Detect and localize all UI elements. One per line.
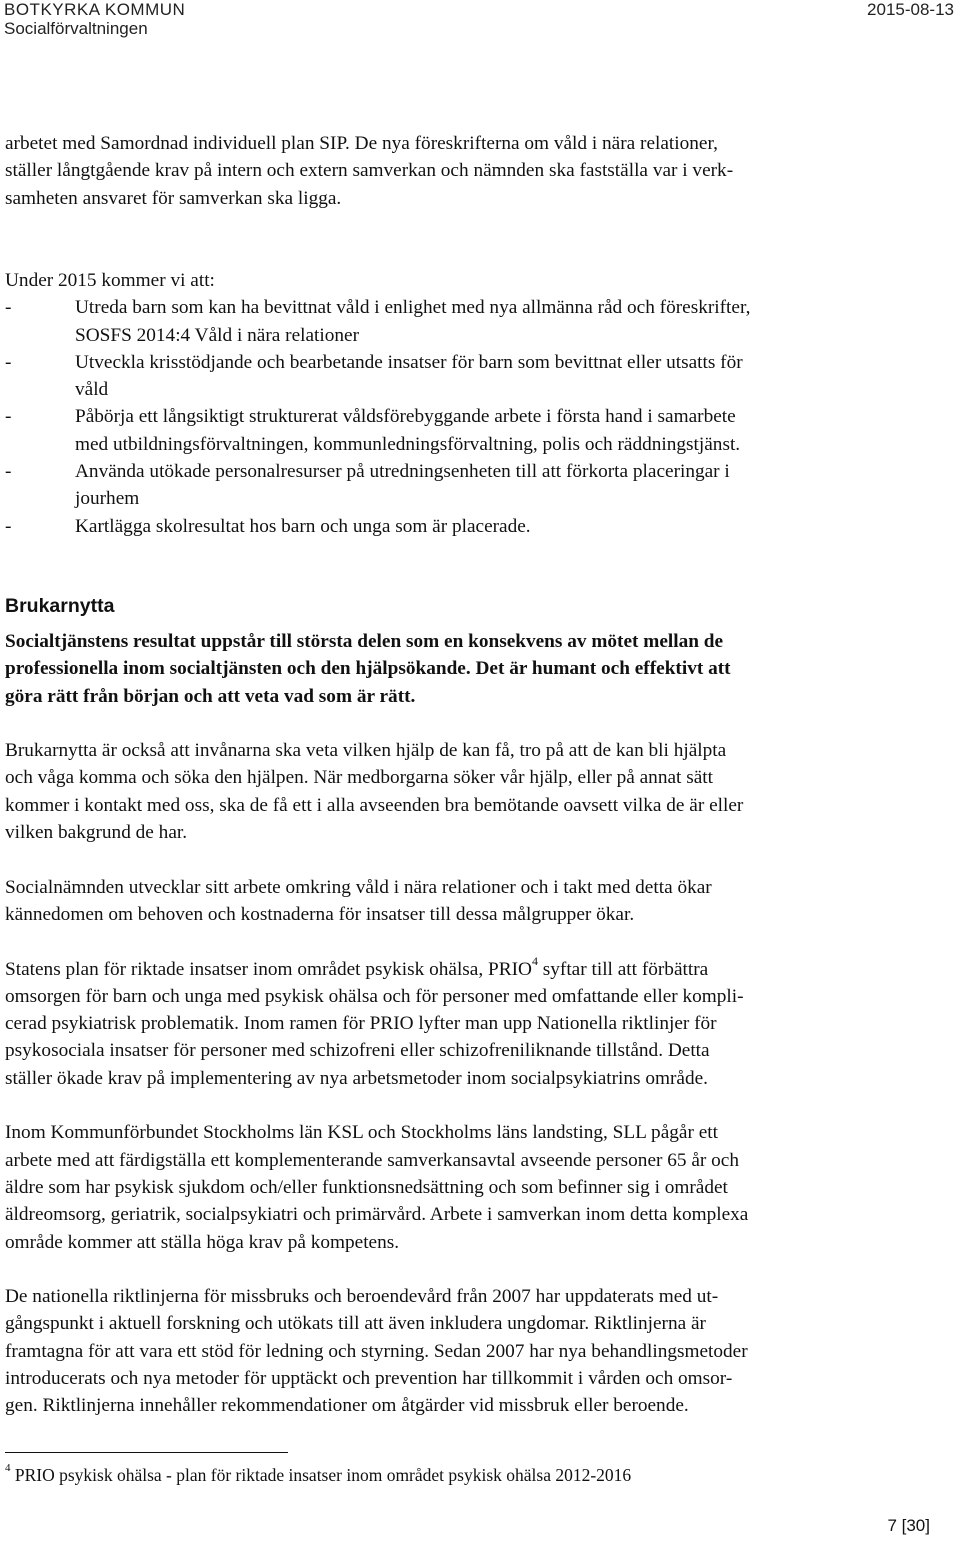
list-item-line: Utreda barn som kan ha bevittnat våld i enlighet med nya allmänna råd och föreskrifter, bbox=[75, 297, 751, 319]
plan-lead: Under 2015 kommer vi att: bbox=[5, 270, 215, 291]
list-item-line: Utveckla krisstödjande och bearbetande insatser för barn som bevittnat eller utsatts för bbox=[75, 351, 743, 373]
paragraph-prio bbox=[5, 956, 935, 1092]
text-line: gångspunkt i aktuell forskning och utökats till att även inkludera ungdomar. Riktlinjerna är bbox=[5, 1313, 706, 1335]
list-item bbox=[5, 349, 935, 404]
text-line: omsorgen för barn och unga med psykisk ohälsa och för personer med omfattande eller kompli- bbox=[5, 985, 744, 1007]
text-line: område kommer att ställa höga krav på kompetens. bbox=[5, 1231, 400, 1253]
text-line: Inom Kommunförbundet Stockholms län KSL och Stockholms läns landsting, SLL pågår ett bbox=[5, 1122, 718, 1144]
text-line: introducerats och nya metoder för upptäckt och prevention har tillkommit i vården och omsor- bbox=[5, 1368, 733, 1390]
footnote-reference: 4 bbox=[531, 954, 538, 969]
footnote-divider bbox=[5, 1452, 288, 1453]
text-line: vilken bakgrund de har. bbox=[5, 822, 188, 844]
bold-paragraph bbox=[5, 628, 935, 710]
text-line: professionella inom socialtjänsten och den hjälpsökande. Det är humant och effektivt att bbox=[5, 658, 731, 680]
text-line: De nationella riktlinjerna för missbruks och beroendevård från 2007 har uppdaterats med ut- bbox=[5, 1286, 719, 1308]
paragraph-riktlinjer bbox=[5, 1283, 935, 1419]
text-line: kännedomen om behoven och kostnaderna för insatser till dessa målgrupper ökar. bbox=[5, 903, 635, 925]
text-line: och våga komma och söka den hjälpen. När medborgarna söker vår hjälp, eller på annat sätt bbox=[5, 767, 713, 789]
header-date: 2015-08-13 bbox=[867, 0, 954, 19]
text-line: äldre som har psykisk sjukdom och/eller funktionsnedsättning och som befinner sig i området bbox=[5, 1176, 728, 1198]
dash-bullet: - bbox=[5, 461, 12, 483]
text-line: framtagna för att vara ett stöd för ledning och styrning. Sedan 2007 har nya behandlingsmetoder bbox=[5, 1340, 748, 1362]
text-line: gen. Riktlinjerna innehåller rekommendationer om åtgärder vid missbruk eller beroende. bbox=[5, 1395, 689, 1417]
list-item-line: våld bbox=[75, 379, 109, 401]
text-line: arbetet med Samordnad individuell plan SIP. De nya föreskrifterna om våld i nära relationer, bbox=[5, 133, 718, 154]
dash-bullet: - bbox=[5, 515, 12, 537]
intro-paragraph bbox=[5, 130, 935, 212]
list-item-line: Kartlägga skolresultat hos barn och unga som är placerade. bbox=[75, 515, 531, 537]
footnote bbox=[5, 1463, 631, 1487]
text-line: Socialtjänstens resultat uppstår till största delen som en konsekvens av mötet mellan de bbox=[5, 631, 724, 652]
text-line: psykosociala insatser för personer med schizofreni eller schizofreniliknande tillstånd. Detta bbox=[5, 1040, 710, 1062]
list-item bbox=[5, 294, 935, 349]
text-line: äldreomsorg, geriatrik, socialpsykiatri och primärvård. Arbete i samverkan inom detta komplexa bbox=[5, 1204, 749, 1226]
dash-bullet: - bbox=[5, 351, 12, 373]
list-item-line: SOSFS 2014:4 Våld i nära relationer bbox=[75, 324, 360, 346]
paragraph-brukarnytta bbox=[5, 737, 935, 846]
text-line: samheten ansvaret för samverkan ska ligga. bbox=[5, 187, 342, 209]
text-line: Brukarnytta är också att invånarna ska veta vilken hjälp de kan få, tro på att de kan bli hjälpta bbox=[5, 740, 727, 762]
paragraph-socialnamnden bbox=[5, 874, 935, 929]
plan-list bbox=[5, 294, 935, 540]
header-organization: BOTKYRKA KOMMUN bbox=[4, 0, 186, 19]
list-item-line: med utbildningsförvaltningen, kommunledningsförvaltning, polis och räddningstjänst. bbox=[75, 433, 741, 455]
footnote-number: 4 bbox=[5, 1462, 11, 1475]
text-line: kommer i kontakt med oss, ska de få ett i alla avseenden bra bemötande oavsett vilka de är eller bbox=[5, 794, 744, 816]
list-item bbox=[5, 513, 935, 540]
brukarnytta-section bbox=[5, 628, 935, 1420]
footnote-text: PRIO psykisk ohälsa - plan för riktade insatser inom området psykisk ohälsa 2012-2016 bbox=[10, 1465, 632, 1485]
text-line: cerad psykiatrisk problematik. Inom ramen för PRIO lyfter man upp Nationella riktlinjer för bbox=[5, 1013, 717, 1035]
text-span: Statens plan för riktade insatser inom området psykisk ohälsa, PRIO bbox=[5, 958, 532, 980]
text-line bbox=[5, 956, 935, 983]
text-line: ställer långtgående krav på intern och extern samverkan och nämnden ska fastställa var i verk- bbox=[5, 160, 734, 182]
text-line: arbete med att färdigställa ett komplementerande samverkansavtal avseende personer 65 år och bbox=[5, 1149, 739, 1171]
section-heading: Brukarnytta bbox=[5, 595, 115, 617]
dash-bullet: - bbox=[5, 297, 12, 319]
dash-bullet: - bbox=[5, 406, 12, 428]
plan-section bbox=[5, 267, 935, 540]
list-item bbox=[5, 403, 935, 458]
text-line: Socialnämnden utvecklar sitt arbete omkring våld i nära relationer och i takt med detta ökar bbox=[5, 876, 712, 898]
list-item-line: jourhem bbox=[75, 488, 140, 510]
paragraph-ksl bbox=[5, 1119, 935, 1255]
page-number: 7 [30] bbox=[887, 1516, 930, 1535]
list-item-line: Använda utökade personalresurser på utredningsenheten till att förkorta placeringar i bbox=[75, 461, 730, 483]
list-item-line: Påbörja ett långsiktigt strukturerat våldsförebyggande arbete i första hand i samarbete bbox=[75, 406, 736, 428]
text-line: göra rätt från början och att veta vad som är rätt. bbox=[5, 685, 416, 707]
header-department: Socialförvaltningen bbox=[4, 19, 148, 38]
text-span: syftar till att förbättra bbox=[537, 958, 709, 980]
text-line: ställer ökade krav på implementering av nya arbetsmetoder inom socialpsykiatrins område. bbox=[5, 1067, 709, 1089]
list-item bbox=[5, 458, 935, 513]
